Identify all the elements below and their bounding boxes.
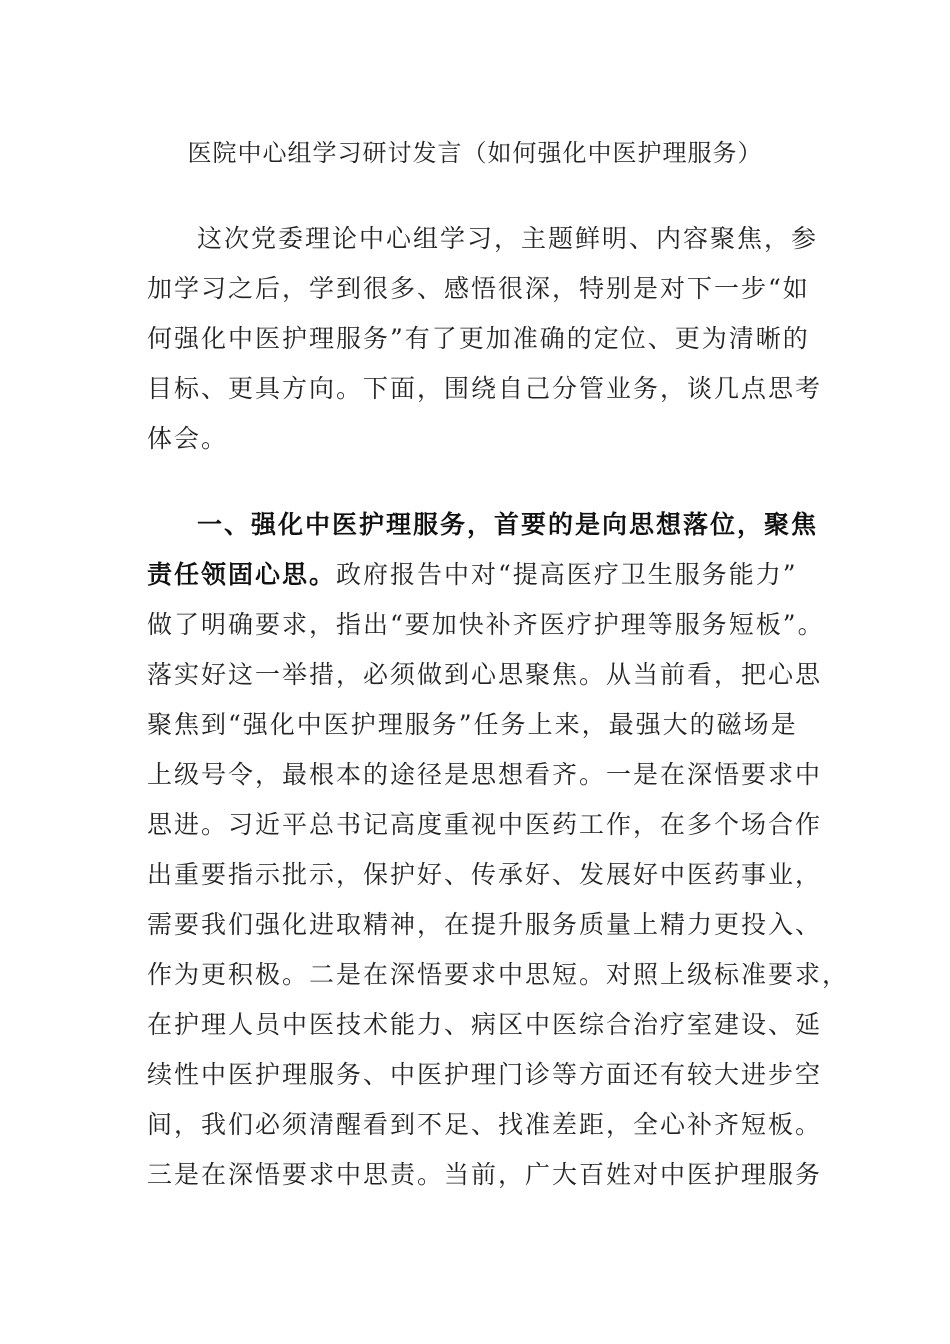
section-line: 续性中医护理服务、中医护理门诊等方面还有较大进步空	[147, 1060, 823, 1089]
intro-line: 加学习之后，学到很多、感悟很深，特别是对下一步“如	[147, 274, 810, 303]
section-heading-end: 责任领固心思。	[147, 560, 337, 589]
section-line: 做了明确要求，指出“要加快补齐医疗护理等服务短板”。	[147, 610, 825, 639]
section-line: 三是在深悟要求中思责。当前，广大百姓对中医护理服务	[147, 1160, 823, 1189]
section-line: 上级号令，最根本的途径是思想看齐。一是在深悟要求中	[147, 760, 823, 789]
section-line: 落实好这一举措，必须做到心思聚焦。从当前看，把心思	[147, 660, 823, 689]
section-line: 思进。习近平总书记高度重视中医药工作，在多个场合作	[147, 810, 823, 839]
section-line-text: 政府报告中对“提高医疗卫生服务能力”	[336, 560, 798, 589]
intro-paragraph	[147, 214, 823, 464]
section-line: 在护理人员中医技术能力、病区中医综合治疗室建设、延	[147, 1010, 823, 1039]
section-heading: 一、强化中医护理服务，首要的是向思想落位，聚焦	[197, 510, 819, 539]
document-title: 医院中心组学习研讨发言（如何强化中医护理服务）	[187, 139, 763, 167]
intro-line: 这次党委理论中心组学习，主题鲜明、内容聚焦，参	[197, 224, 819, 253]
intro-line: 何强化中医护理服务”有了更加准确的定位、更为清晰的	[147, 324, 810, 353]
section-line: 需要我们强化进取精神，在提升服务质量上精力更投入、	[147, 910, 823, 939]
intro-line: 目标、更具方向。下面，围绕自己分管业务，谈几点思考	[147, 374, 823, 403]
section-heading-continuation	[147, 550, 807, 600]
section-one-paragraph	[147, 500, 850, 1200]
intro-line: 体会。	[147, 424, 229, 453]
section-line: 间，我们必须清醒看到不足、找准差距，全心补齐短板。	[147, 1110, 823, 1139]
section-line: 作为更积极。二是在深悟要求中思短。对照上级标准要求，	[147, 960, 850, 989]
section-line: 聚焦到“强化中医护理服务”任务上来，最强大的磁场是	[147, 710, 798, 739]
section-line: 出重要指示批示，保护好、传承好、发展好中医药事业，	[147, 860, 823, 889]
